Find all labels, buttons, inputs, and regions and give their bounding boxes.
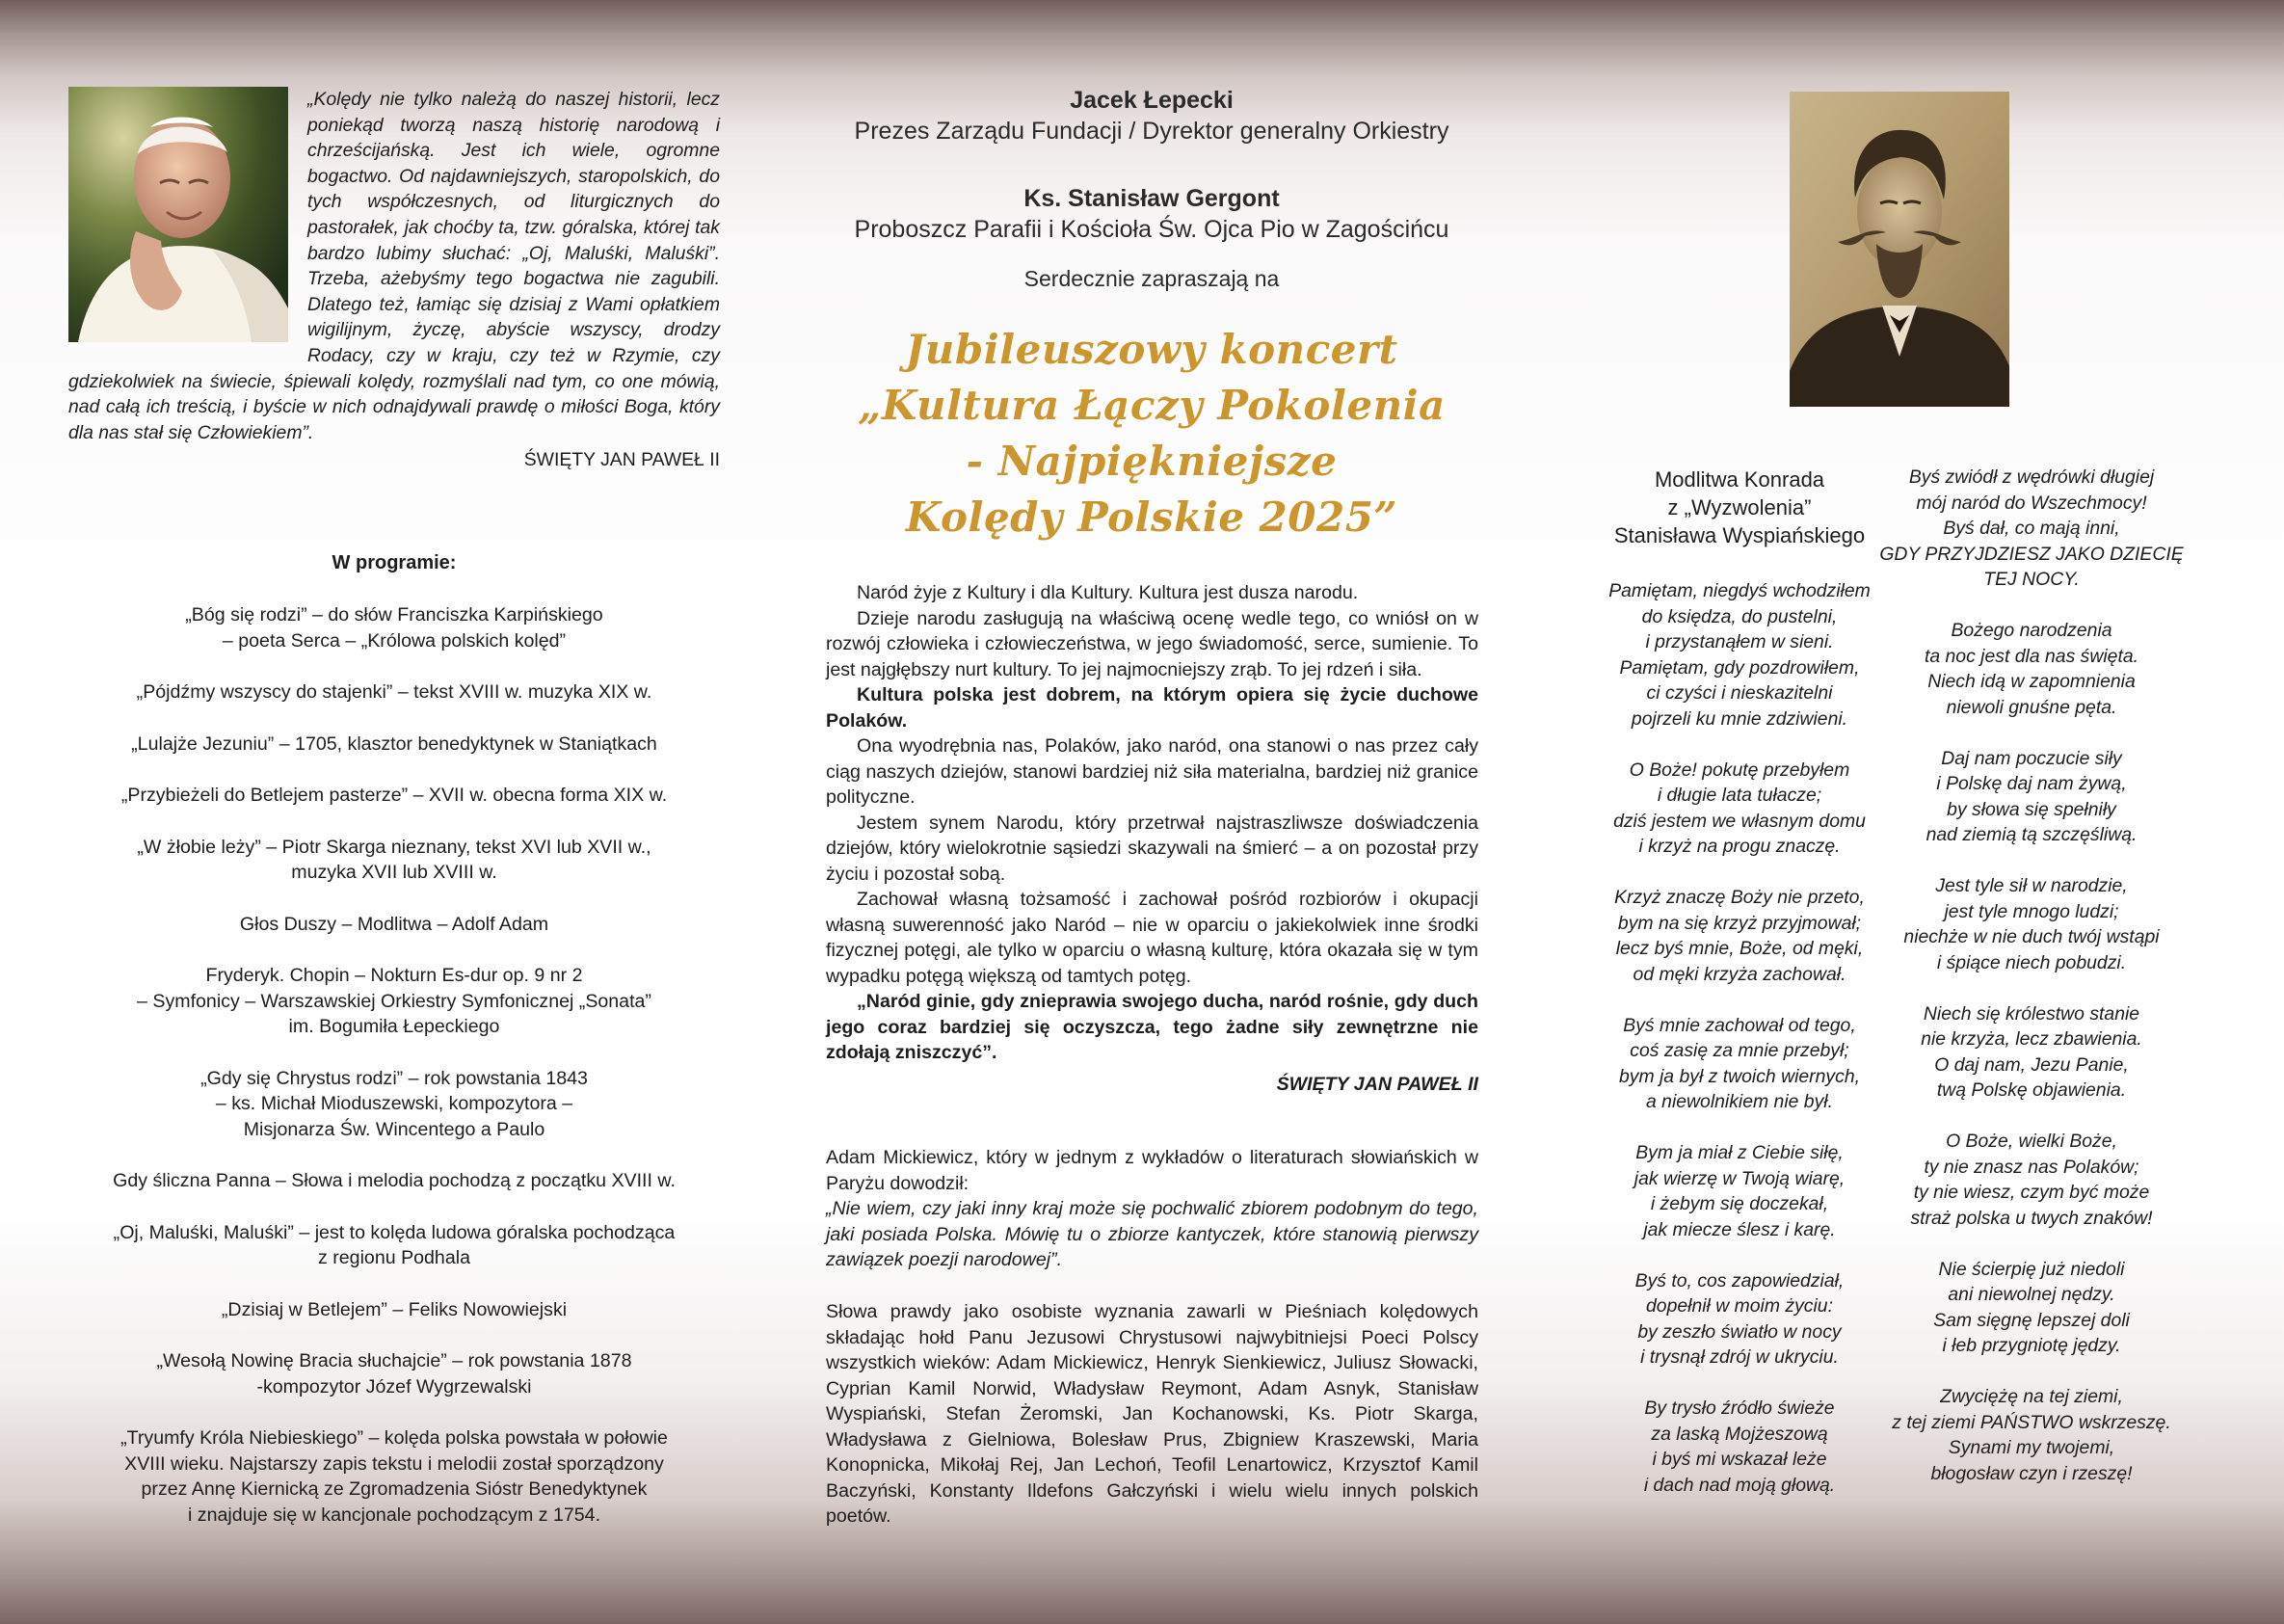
poem-line: i śpiące niech pobudzi. — [1936, 951, 2127, 973]
poem-line: do księdza, do pustelni, — [1641, 605, 1838, 627]
poem-line: twą Polskę objawienia. — [1936, 1079, 2127, 1101]
manifesto-paragraph: Jestem synem Narodu, który przetrwał najstraszliwsze doświadczenia dziejów, który wielokrotnie sąsiedzi skazywali na śmierć – a on pozostał przy życiu i pozostał sobą. — [826, 812, 1478, 885]
concert-title-line: „Kultura Łączy Pokolenia — [858, 382, 1446, 429]
poem-line: Niech się królestwo stanie — [1923, 1002, 2140, 1025]
mickiewicz-intro: Adam Mickiewicz, który w jednym z wykładów o literaturach słowiańskich w Paryżu dowodził: — [826, 1147, 1478, 1194]
program-item-line: – ks. Michał Mioduszewski, kompozytora – — [215, 1093, 573, 1114]
poem-line: dopełnił w moim życiu: — [1646, 1295, 1833, 1317]
program-item-line: „Tryumfy Króla Niebieskiego” – kolęda polska powstała w połowie — [120, 1427, 668, 1449]
poem-line: ty nie znasz nas Polaków; — [1924, 1156, 2139, 1178]
organizer-2-role: Proboszcz Parafii i Kościoła Św. Ojca Pio w Zagościńcu — [854, 216, 1449, 243]
poem-line: Byś to, cos zapowiedział, — [1634, 1269, 1845, 1291]
program-item — [68, 835, 720, 886]
poem-line: Byś mnie zachował od tego, — [1623, 1014, 1856, 1036]
organizer-1-role: Prezes Zarządu Fundacji / Dyrektor generalny Orkiestry — [854, 118, 1449, 145]
poem-stanza — [1868, 1001, 2195, 1104]
poem-line: nie krzyża, lecz zbawienia. — [1921, 1028, 2142, 1050]
poem-line: za laską Mojżeszową — [1651, 1423, 1828, 1445]
poem-title-line: Stanisława Wyspiańskiego — [1613, 523, 1866, 547]
organizer-1-name: Jacek Łepecki — [1070, 87, 1234, 114]
poem-stanza — [1580, 1396, 1899, 1498]
program-item-line: Gdy śliczna Panna – Słowa i melodia pochodzą z początku XVIII w. — [113, 1170, 676, 1191]
poem-stanza — [1868, 465, 2195, 593]
poem-line: Sam sięgnę lepszej doli — [1933, 1309, 2130, 1331]
program-item-line: – poeta Serca – „Królowa polskich kolęd” — [222, 629, 567, 652]
program-item-line: „Gdy się Chrystus rodzi” – rok powstania 1843 — [200, 1067, 588, 1089]
organizer-2-name: Ks. Stanisław Gergont — [1023, 185, 1280, 212]
poem-line: By trysło źródło świeże — [1644, 1398, 1835, 1419]
poem-line: Nie ścierpię już niedoli — [1938, 1258, 2125, 1280]
poem-stanza — [1868, 746, 2195, 848]
poem-line: i długie lata tułacze; — [1657, 785, 1822, 806]
poem-line: ci czyści i nieskazitelni — [1646, 682, 1833, 704]
poem-stanza — [1580, 758, 1899, 860]
poem-line: mój naród do Wszechmocy! — [1916, 492, 2147, 514]
program-heading: W programie: — [332, 552, 457, 573]
poem-line: dziś jestem we własnym domu — [1613, 810, 1866, 832]
poem-line: i krzyż na progu znaczę. — [1638, 836, 1841, 857]
pope-quote-text: „Kolędy nie tylko należą do naszej historii, lecz poniekąd tworzą naszą historię narodową i chrześcijańską. Jest ich wiele, ogromne bogactwo. Od najdawniejszych, staropolskich, do tych współczesnych, od liturgicznych do pastorałek, jak choćby ta, tzw. góralska, której tak bardzo lubimy słuchać: „Oj, Maluśki, Maluśki”. Trzeba, ażebyśmy tego bogactwa nie zagubili. Dlatego też, łamiąc się dzisiaj z Wami opłatkiem wigilijnym, życzę, abyście wszyscy, drodzy Rodacy, czy w kraju, czy też w Rzymie, czy gdziekolwiek na świecie, śpiewali kolędy, rozmyślali nad tym, co one mówią, nad całą ich treścią, i byście w nich odnajdywali prawdę o miłości Boga, który dla nas stał się Człowiekiem”. — [68, 89, 720, 443]
poem-stanza — [1868, 1257, 2195, 1359]
program-item — [68, 602, 720, 653]
concert-title — [800, 322, 1503, 546]
poem-stanza — [1580, 1140, 1899, 1242]
wyspianski-portrait — [1790, 92, 2009, 407]
program-item — [68, 1066, 720, 1143]
program-item-line: z regionu Podhala — [318, 1247, 470, 1268]
poem-line: ta noc jest dla nas święta. — [1924, 645, 2139, 667]
program-item — [68, 963, 720, 1040]
poem-stanza — [1868, 873, 2195, 975]
manifesto-author: ŚWIĘTY JAN PAWEŁ II — [1276, 1073, 1478, 1095]
program-item-line: „W żłobie leży” – Piotr Skarga nieznany, tekst XVI lub XVII w., — [137, 836, 651, 858]
program-item-line: Misjonarza Św. Wincentego a Paulo — [243, 1118, 545, 1140]
poem-line: Zwyciężę na tej ziemi, — [1940, 1386, 2123, 1407]
poem-title — [1580, 466, 1899, 549]
poem-line: bym na się krzyż przyjmował; — [1617, 912, 1862, 934]
poem-stanza — [1580, 885, 1899, 987]
manifesto-paragraph: Dzieje narodu zasługują na właściwą ocenę wedle tego, co wniósł on w rozwój człowieka i człowieczeństwa, w jego świadomość, serce, sumienie. To jest najgłębszy nurt kultury. To jej najmocniejszy zrąb. To jej rdzeń i siła. — [826, 607, 1478, 680]
poem-line: Pamiętam, gdy pozdrowiłem, — [1619, 656, 1860, 679]
program-item — [68, 1425, 720, 1528]
mickiewicz-quote: „Nie wiem, czy jaki inny kraj może się pochwalić zbiorem podobnym do tego, jaki posiada Polska. Mówię tu o zbiorze kantyczek, które stanowią pierwszy zawiązek poezji narodowej”. — [826, 1198, 1478, 1270]
poem-stanza — [1868, 1384, 2195, 1486]
poem-line: i dach nad moją głową. — [1643, 1474, 1836, 1496]
poem-line: jak wierzę w Twoją wiarę, — [1633, 1167, 1846, 1189]
poem-stanza — [1580, 1268, 1899, 1371]
program-item-line: „Oj, Maluśki, Maluśki” – jest to kolęda ludowa góralska pochodząca — [113, 1221, 676, 1243]
program-item — [68, 1297, 720, 1323]
poem-line: coś zasię za mnie przebył; — [1630, 1040, 1849, 1061]
program-item — [68, 732, 720, 758]
poem-title-line: Modlitwa Konrada — [1654, 467, 1825, 492]
poem-line: O Boże! pokutę przebyłem — [1629, 759, 1850, 781]
program-item-line: przez Annę Kiernicką ze Zgromadzenia Sióstr Benedyktynek — [141, 1478, 648, 1500]
poem-line: Byś zwiódł z wędrówki długiej — [1908, 466, 2155, 488]
poem-line: niewoli gnuśne pęta. — [1946, 696, 2117, 718]
program-item-line: Fryderyk. Chopin – Nokturn Es-dur op. 9 nr 2 — [205, 965, 583, 986]
poem-line: i przystanąłem w sieni. — [1645, 631, 1834, 652]
poem-line: i łeb przygniotę jędzy. — [1942, 1335, 2121, 1356]
concert-title-line: Jubileuszowy koncert — [905, 326, 1398, 373]
program-list — [68, 602, 720, 1554]
poem-column-1 — [1580, 578, 1899, 1524]
poem-line: i byś mi wskazał leże — [1652, 1449, 1827, 1470]
manifesto-paragraph: Naród żyje z Kultury i dla Kultury. Kultura jest dusza narodu. — [857, 582, 1359, 603]
poem-line: i trysnął zdrój w ukryciu. — [1640, 1346, 1839, 1368]
poem-line: jest tyle mnogo ludzi; — [1944, 900, 2119, 922]
poem-line: ani niewolnej nędzy. — [1948, 1284, 2115, 1305]
poets-paragraph: Słowa prawdy jako osobiste wyznania zawarli w Pieśniach kolędowych składając hołd Panu Jezusowi Chrystusowi najwybitniejsi Poeci Polscy wszystkich wieków: Adam Mickiewicz, Henryk Sienkiewicz, Juliusz Słowacki, Cyprian Kamil Norwid, Władysław Reymont, Adam Asnyk, Stanisław Wyspiański, Stefan Żeromski, Jan Kochanowski, Ks. Piotr Skarga, Władysława z Gielniowa, Bolesław Prus, Zbigniew Kraszewski, Maria Konopnicka, Mikołaj Rej, Jan Lechoń, Teofil Lenartowicz, Krzysztof Kamil Baczyński, Konstanty Ildefons Gałczyński i wielu wielu innych polskich poetów. — [826, 1301, 1478, 1527]
program-item — [68, 912, 720, 938]
poem-line: O Boże, wielki Boże, — [1946, 1131, 2117, 1152]
concert-title-line: Kolędy Polskie 2025” — [905, 493, 1398, 541]
poem-stanza — [1868, 1129, 2195, 1231]
poem-line: O daj nam, Jezu Panie, — [1934, 1053, 2129, 1076]
poem-line: bym ja był z twoich wiernych, — [1618, 1065, 1860, 1087]
poem-line: błogosław czyn i rzeszę! — [1930, 1462, 2133, 1484]
pope-photo — [68, 87, 288, 342]
poem-line: a niewolnikiem nie był. — [1645, 1091, 1833, 1112]
pope-quote-block — [68, 87, 720, 445]
poem-line: Jest tyle sił w narodzie, — [1935, 875, 2128, 896]
manifesto-paragraph: Zachował własną tożsamość i zachował pośród rozbiorów i okupacji własną suwerenność jako Naród – nie w oparciu o jakiekolwiek inne środki fizycznej potęgi, ale tylko w oparciu o własną kulturę, która okazała się w tym wypadku potęgą większą od tamtych potęg. — [826, 889, 1478, 987]
program-item-line: „Przybieżeli do Betlejem pasterze” – XVII w. obecna forma XIX w. — [120, 785, 668, 806]
program-item-line: Głos Duszy – Modlitwa – Adolf Adam — [239, 913, 549, 935]
program-item-line: -kompozytor Józef Wygrzewalski — [256, 1375, 532, 1398]
poem-stanza — [1580, 1013, 1899, 1115]
poem-line: Bożego narodzenia — [1951, 620, 2112, 641]
poem-line: lecz byś mnie, Boże, od męki, — [1615, 938, 1864, 959]
manifesto-paragraph: Kultura polska jest dobrem, na którym opiera się życie duchowe Polaków. — [826, 684, 1478, 732]
poem-column-2 — [1868, 465, 2195, 1512]
program-item-line: „Dzisiaj w Betlejem” – Feliks Nowowiejski — [221, 1298, 568, 1320]
poem-stanza — [1868, 618, 2195, 720]
poem-line: z tej ziemi PAŃSTWO wskrzeszę. — [1892, 1411, 2171, 1433]
poem-line: by słowa się spełniły — [1947, 798, 2116, 820]
mickiewicz-block — [826, 1145, 1478, 1273]
program-item-line: „Lulajże Jezuniu” – 1705, klasztor benedyktynek w Staniątkach — [131, 732, 657, 755]
poem-line: Synami my twojemi, — [1948, 1437, 2115, 1458]
poem-line: TEJ NOCY. — [1983, 569, 2080, 590]
program-item — [68, 1348, 720, 1399]
poem-line: Pamiętam, niegdyś wchodziłem — [1608, 580, 1871, 601]
poem-line: Daj nam poczucie siły — [1941, 747, 2122, 769]
program-item — [68, 1220, 720, 1271]
program-item — [68, 679, 720, 706]
program-item-line: „Pójdźmy wszyscy do stajenki” – tekst XVIII w. muzyka XIX w. — [136, 681, 652, 703]
poem-line: Bym ja miał z Ciebie siłę, — [1635, 1142, 1844, 1163]
poem-line: GDY PRZYJDZIESZ JAKO DZIECIĘ — [1879, 543, 2184, 565]
program-item-line: im. Bogumiła Łepeckiego — [288, 1016, 500, 1037]
poem-line: i żebym się doczekał, — [1650, 1193, 1829, 1214]
poem-stanza — [1580, 578, 1899, 732]
organizers-header — [800, 85, 1503, 293]
program-item-line: „Bóg się rodzi” – do słów Franciszka Karpińskiego — [185, 604, 603, 626]
poem-line: niechże w nie duch twój wstąpi — [1903, 926, 2160, 947]
manifesto-paragraph: „Naród ginie, gdy znieprawia swojego ducha, naród rośnie, gdy duch jego coraz bardziej się oczyszcza, tego żadne siły zewnętrzne nie zdołają zniszczyć”. — [826, 991, 1478, 1063]
poem-line: jak miecze ślesz i karę. — [1643, 1218, 1836, 1240]
poem-line: by zeszło światło w nocy — [1637, 1320, 1842, 1343]
program-item-line: muzyka XVII lub XVIII w. — [291, 862, 497, 883]
poem-line: Byś dał, co mają inni, — [1943, 518, 2120, 539]
culture-manifesto — [826, 580, 1478, 1097]
program-item — [68, 783, 720, 809]
invitation-line: Serdecznie zapraszają na — [1023, 266, 1280, 291]
poem-line: i Polskę daj nam żywą, — [1936, 773, 2127, 794]
poem-line: ty nie wiesz, czym być może — [1913, 1182, 2150, 1203]
poem-title-line: z „Wyzwolenia” — [1667, 495, 1812, 519]
concert-title-line: - Najpiękniejsze — [966, 438, 1338, 485]
program-item-line: – Symfonicy – Warszawskiej Orkiestry Symfonicznej „Sonata” — [137, 990, 651, 1012]
program-item-line: XVIII wieku. Najstarszy zapis tekstu i melodii został sporządzony — [124, 1452, 664, 1475]
poem-line: Krzyż znaczę Boży nie przeto, — [1614, 887, 1865, 908]
poem-line: od męki krzyża zachował. — [1633, 963, 1846, 985]
poem-line: nad ziemią tą szczęśliwą. — [1925, 824, 2138, 845]
program-item — [68, 1168, 720, 1194]
program-item-line: „Wesołą Nowinę Bracia słuchajcie” – rok powstania 1878 — [156, 1350, 632, 1371]
manifesto-paragraph: Ona wyodrębnia nas, Polaków, jako naród, ona stanowi o nas przez cały ciąg naszych dziejów, stanowi bardziej niż siła materialna, bardziej niż granice polityczne. — [826, 735, 1478, 808]
pope-quote-author: ŚWIĘTY JAN PAWEŁ II — [523, 449, 720, 470]
poem-line: Niech idą w zapomnienia — [1927, 671, 2136, 692]
program-item-line: i znajduje się w kancjonale pochodzącym z 1754. — [187, 1504, 601, 1526]
poem-line: pojrzeli ku mnie zdziwieni. — [1631, 707, 1848, 730]
poem-line: straż polska u twych znaków! — [1910, 1207, 2153, 1229]
